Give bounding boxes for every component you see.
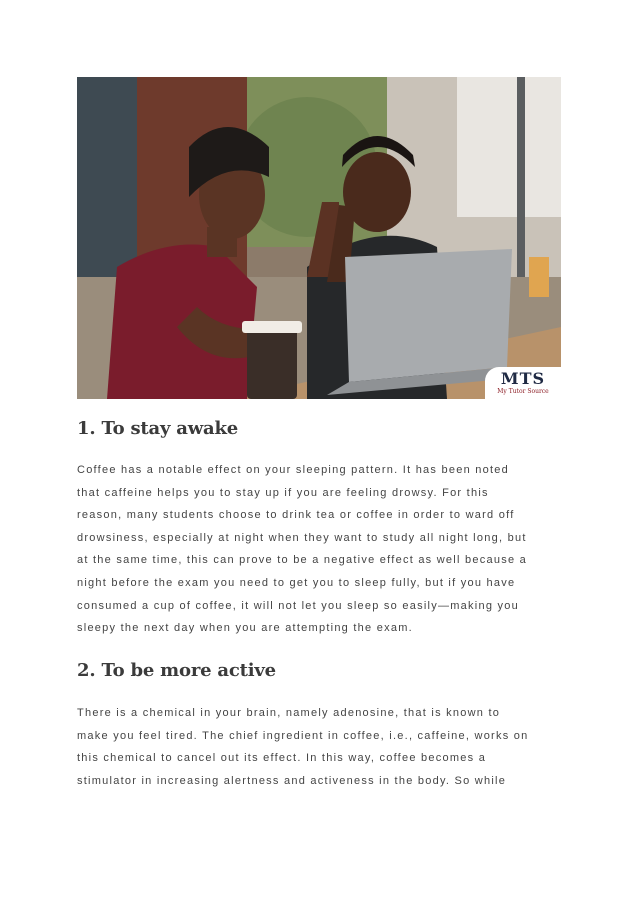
paragraph-line: Coffee has a notable effect on your sleeping pattern. It has been noted xyxy=(77,464,510,476)
brand-logo xyxy=(485,367,561,399)
paragraph-line: There is a chemical in your brain, namely adenosine, that is known to xyxy=(77,707,501,719)
header-photo xyxy=(77,77,561,399)
section-heading: 1. To stay awake xyxy=(77,418,239,439)
section-paragraph xyxy=(77,459,562,640)
section-heading: 2. To be more active xyxy=(77,660,276,681)
students-with-laptop-illustration xyxy=(77,77,561,399)
paragraph-line: night before the exam you need to get you to sleep fully, but if you have xyxy=(77,576,516,589)
paragraph-line: make you feel tired. The chief ingredient in coffee, i.e., caffeine, works on xyxy=(77,729,529,742)
paragraph-line: reason, many students choose to drink tea or coffee in order to ward off xyxy=(77,509,515,522)
paragraph-line: at the same time, this can prove to be a negative effect as well because a xyxy=(77,554,528,567)
paragraph-line: drowsiness, especially at night when they want to study all night long, but xyxy=(77,531,527,544)
paragraph-line: this chemical to cancel out its effect. In this way, coffee becomes a xyxy=(77,752,487,765)
paragraph-line: consumed a cup of coffee, it will not let you sleep so easily—making you xyxy=(77,599,519,612)
paragraph-line: sleepy the next day when you are attempting the exam. xyxy=(77,622,413,635)
paragraph-line: that caffeine helps you to stay up if you are feeling drowsy. For this xyxy=(77,486,489,499)
logo-mark: MTS xyxy=(500,369,546,388)
logo-tagline: My Tutor Source xyxy=(497,388,549,395)
section-paragraph xyxy=(77,702,562,792)
paragraph-line: stimulator in increasing alertness and activeness in the body. So while xyxy=(77,774,507,787)
